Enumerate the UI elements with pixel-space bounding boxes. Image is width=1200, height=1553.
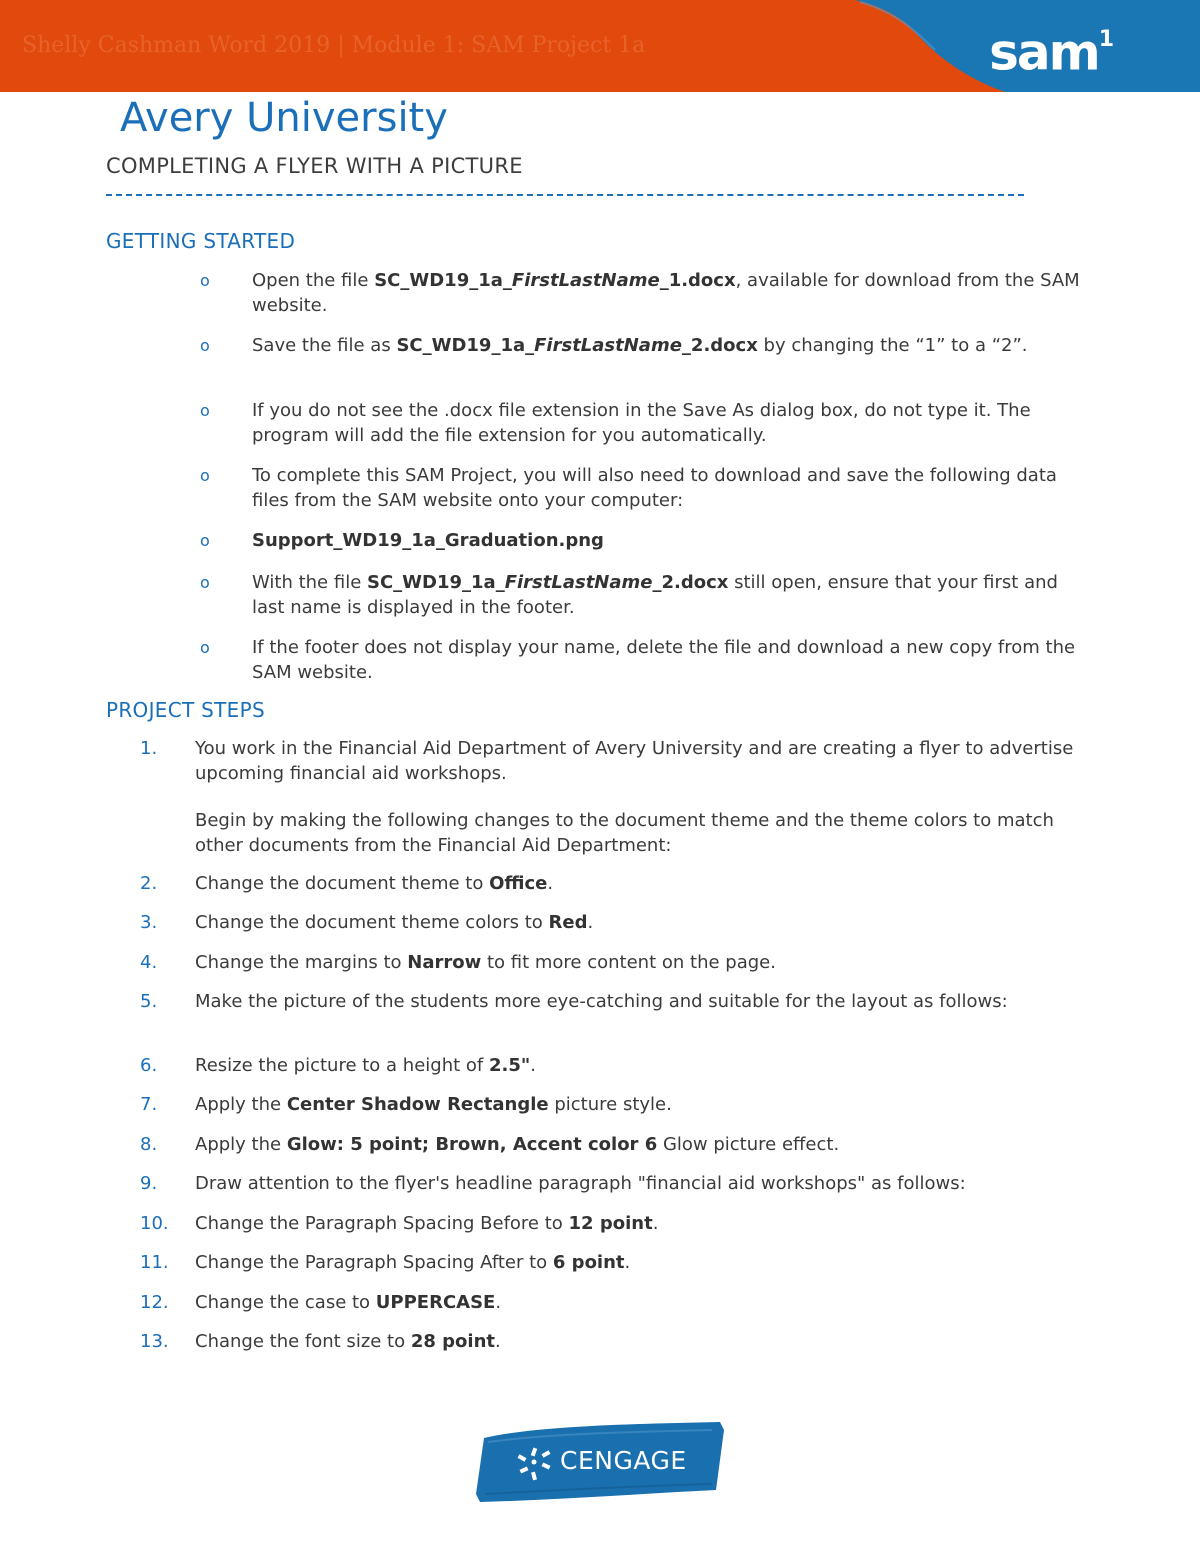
list-item: 7. Apply the Center Shadow Rectangle picture style. (140, 1094, 672, 1115)
list-item: o If you do not see the .docx file extension in the Save As dialog box, do not type it. The program will add the file extension for you automatically. (200, 400, 1031, 446)
step-number: 7. (140, 1094, 158, 1115)
bullet-circle-icon: o (200, 638, 210, 657)
list-item: 4. Change the margins to Narrow to fit more content on the page. (140, 952, 776, 973)
bullet-circle-icon: o (200, 401, 210, 420)
header-banner (0, 0, 1200, 92)
step-number: 11. (140, 1252, 169, 1273)
list-item: 9. Draw attention to the flyer's headline paragraph "financial aid workshops" as follows: (140, 1173, 966, 1194)
document-subtitle: COMPLETING A FLYER WITH A PICTURE (106, 154, 523, 178)
document-title: Avery University (120, 95, 448, 141)
list-item: 3. Change the document theme colors to Red. (140, 912, 594, 933)
bullet-circle-icon: o (200, 531, 210, 550)
step-number: 6. (140, 1055, 158, 1076)
section-heading-getting-started: GETTING STARTED (106, 229, 296, 253)
bullet-circle-icon: o (200, 336, 210, 355)
list-item: 2. Change the document theme to Office. (140, 873, 554, 894)
list-item: 12. Change the case to UPPERCASE. (140, 1292, 502, 1313)
list-item: 8. Apply the Glow: 5 point; Brown, Accent color 6 Glow picture effect. (140, 1134, 840, 1155)
sam-logo: sam$^1$ (989, 23, 1112, 82)
cengage-wordmark: CENGAGE (560, 1446, 687, 1475)
list-item: 1. You work in the Financial Aid Department of Avery University and are creating a flyer to advertise upcoming financial aid workshops. Begin by making the following changes to the document theme and the theme colors to match other documents from the Financial Aid Department: (140, 738, 1074, 856)
step-number: 13. (140, 1331, 169, 1352)
step-number: 8. (140, 1134, 158, 1155)
list-item: o If the footer does not display your name, delete the file and download a new copy from the SAM website. (200, 637, 1076, 683)
step-number: 10. (140, 1213, 169, 1234)
dashed-divider (106, 194, 1024, 196)
list-item: o Support_WD19_1a_Graduation.png (200, 530, 604, 551)
list-item: o To complete this SAM Project, you will also need to download and save the following data files from the SAM website onto your computer: (200, 465, 1057, 511)
banner-title: Shelly Cashman Word 2019 | Module 1: SAM Project 1a (22, 33, 646, 58)
list-item: o With the file SC_WD19_1a_FirstLastName_2.docx still open, ensure that your first and last name is displayed in the footer. (200, 572, 1058, 618)
step-number: 12. (140, 1292, 169, 1313)
section-heading-project-steps: PROJECT STEPS (106, 698, 265, 722)
list-item: 11. Change the Paragraph Spacing After to 6 point. (140, 1252, 631, 1273)
step-number: 9. (140, 1173, 158, 1194)
bullet-circle-icon: o (200, 271, 210, 290)
step-number: 4. (140, 952, 158, 973)
step-number: 2. (140, 873, 158, 894)
step-number: 1. (140, 738, 158, 759)
step-number: 5. (140, 991, 158, 1012)
list-item: 5. Make the picture of the students more eye-catching and suitable for the layout as follows: (140, 991, 1008, 1012)
list-item: o Save the file as SC_WD19_1a_FirstLastName_2.docx by changing the “1” to a “2”. (200, 335, 1028, 356)
bullet-circle-icon: o (200, 466, 210, 485)
list-item: o Open the file SC_WD19_1a_FirstLastName_1.docx, available for download from the SAM website. (200, 270, 1080, 316)
bullet-circle-icon: o (200, 573, 210, 592)
list-item: 6. Resize the picture to a height of 2.5". (140, 1055, 536, 1076)
list-item: 10. Change the Paragraph Spacing Before to 12 point. (140, 1213, 659, 1234)
list-item: 13. Change the font size to 28 point. (140, 1331, 501, 1352)
step-number: 3. (140, 912, 158, 933)
